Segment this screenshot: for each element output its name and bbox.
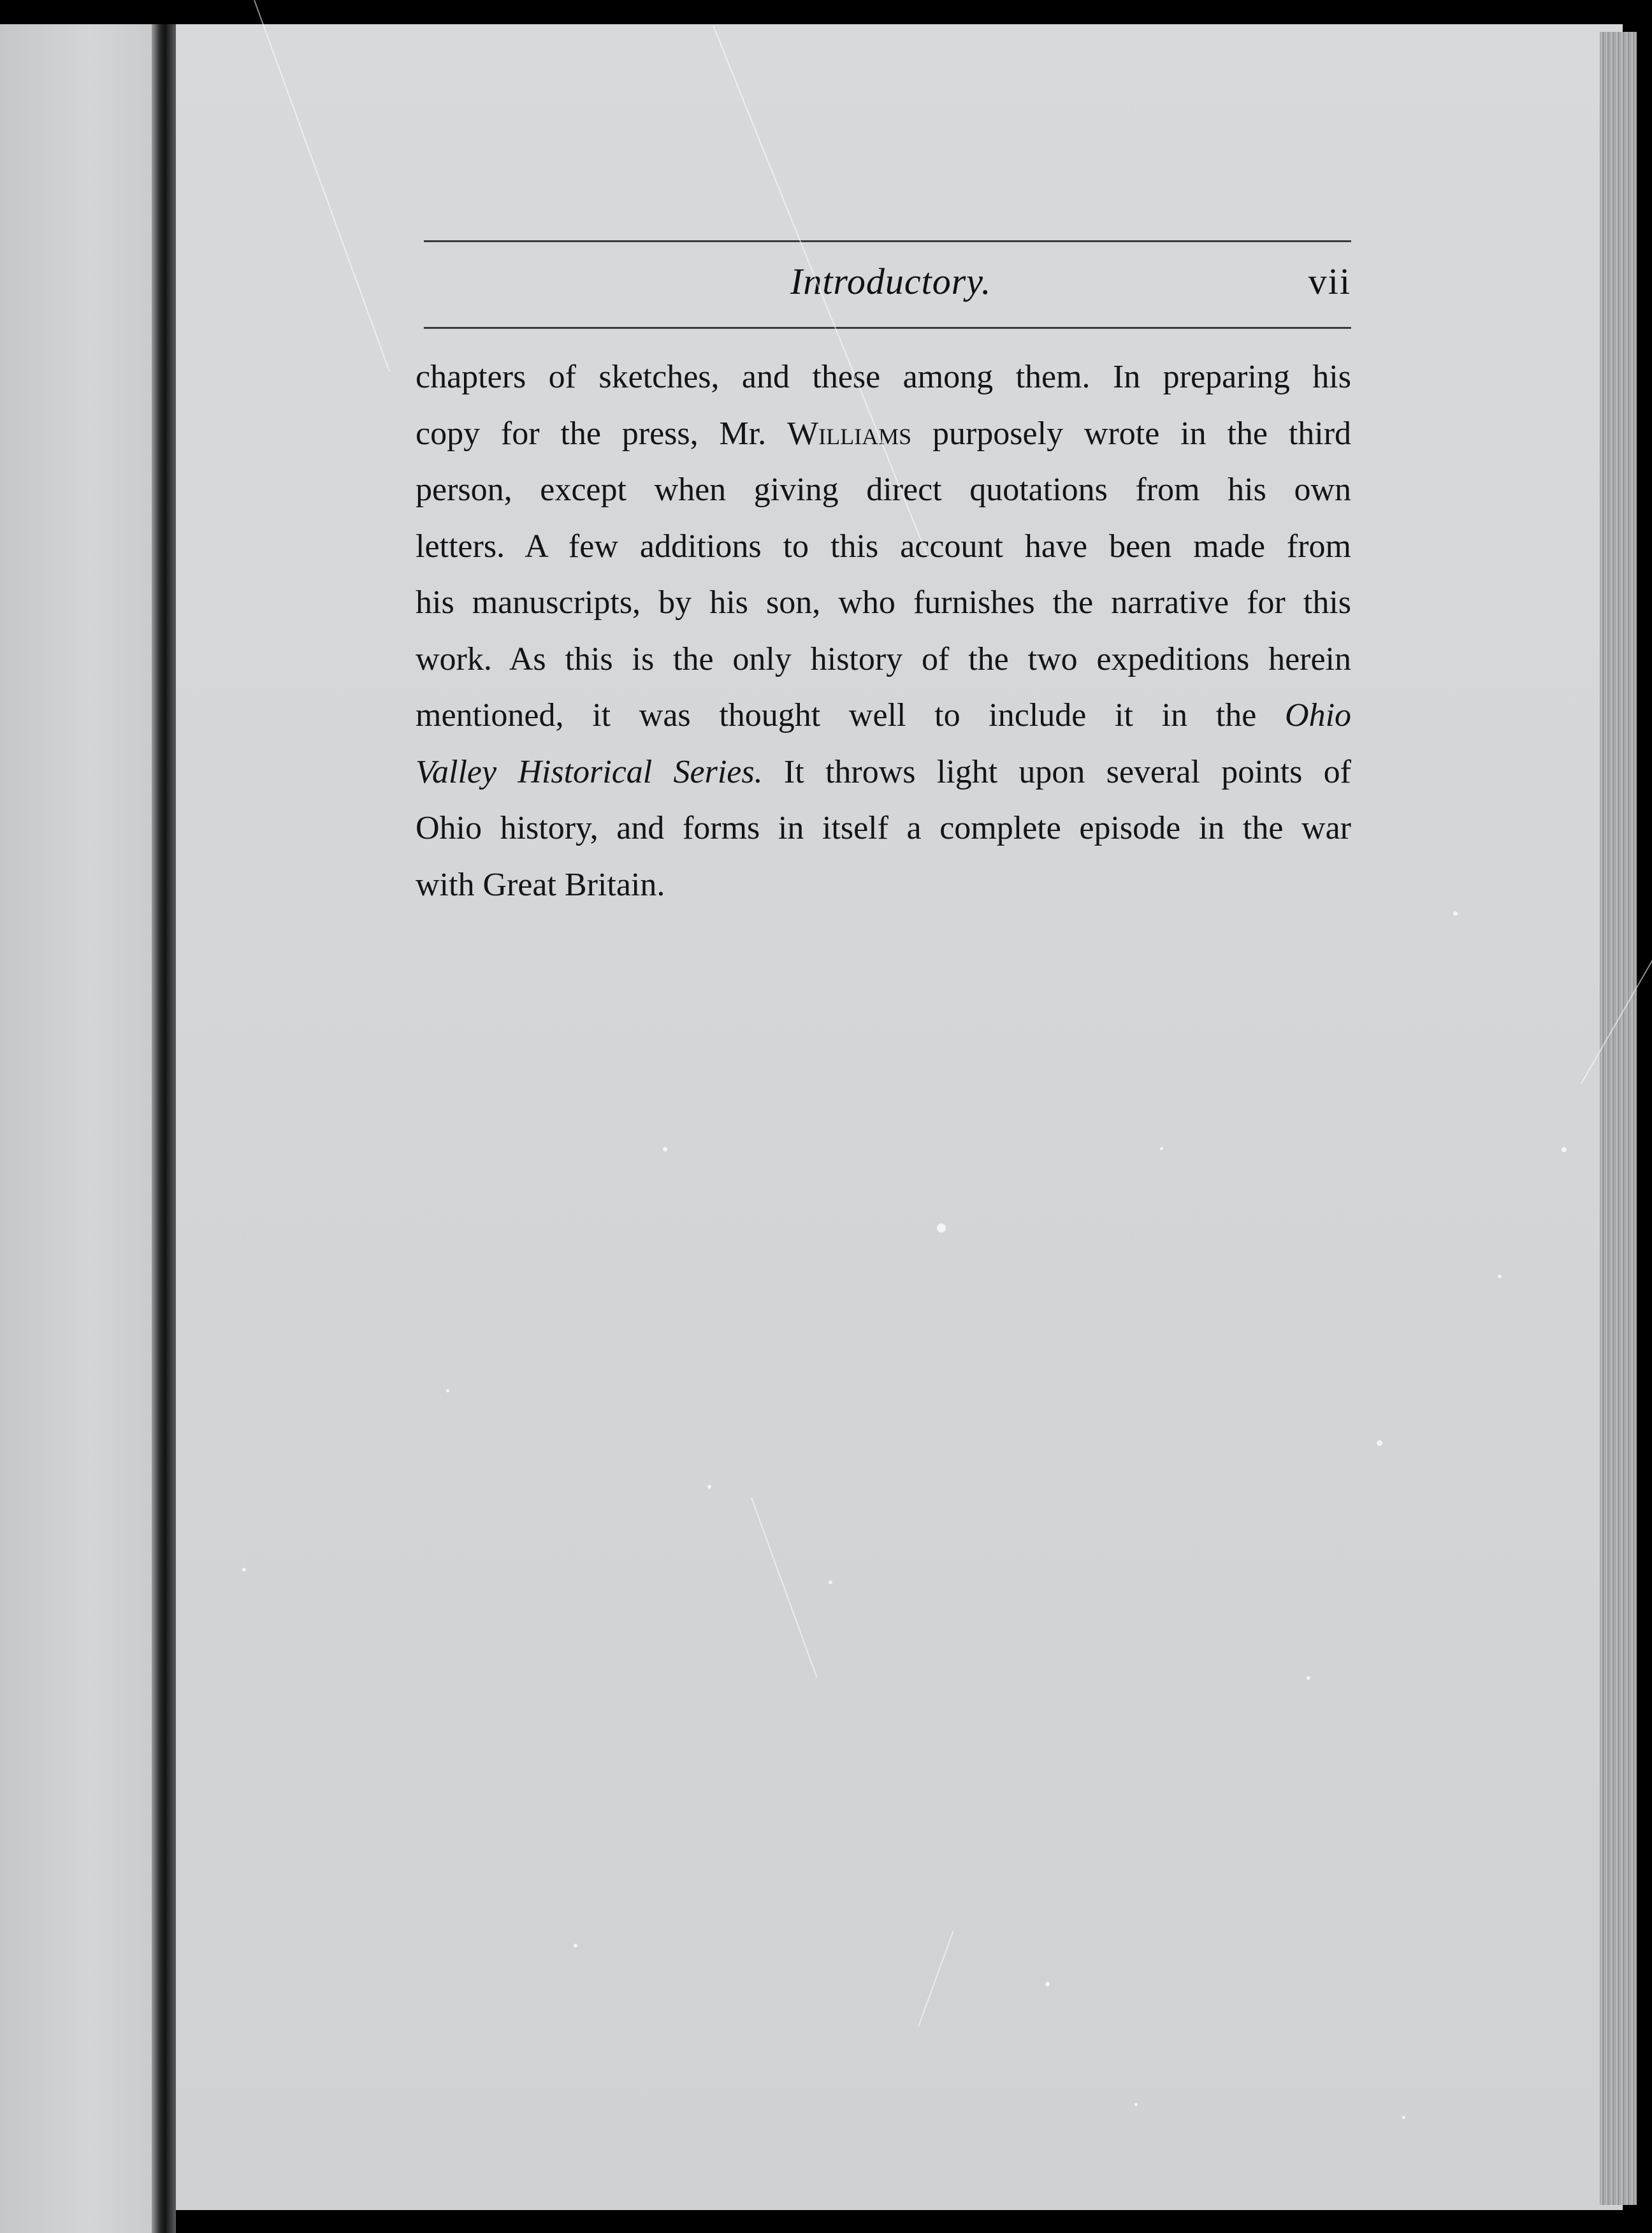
text-segment: mentioned, it was thought well to include it in the: [416, 697, 1257, 733]
text-line-4: letters. A few additions to this account have been made from: [416, 528, 1351, 565]
text-line-10: with Great Britain.: [416, 866, 665, 903]
text-line-8: [416, 744, 1351, 801]
dust-speck: [937, 1224, 946, 1232]
dust-speck: [707, 1485, 711, 1489]
text-segment: It throws light upon several points of: [783, 753, 1351, 790]
body-paragraph: [416, 349, 1351, 913]
text-line-5: his manuscripts, by his son, who furnishes the narrative for this: [416, 584, 1351, 621]
author-name: Williams: [787, 415, 912, 452]
dust-speck: [242, 1568, 246, 1572]
text-line-2: [416, 406, 1351, 463]
dust-speck: [1561, 1147, 1567, 1152]
dust-speck: [1160, 1147, 1163, 1150]
text-line-6: work. As this is the only history of the two expeditions herein: [416, 640, 1351, 677]
running-head-title: Introductory.: [790, 261, 992, 302]
dust-speck: [1045, 1982, 1050, 1986]
page-stack-edges: [1600, 32, 1637, 2205]
facing-page-edge: [0, 24, 152, 2233]
dust-speck: [1453, 911, 1458, 916]
text-line-1: chapters of sketches, and these among them. In preparing his: [416, 359, 1351, 395]
dust-speck: [1307, 1676, 1310, 1680]
text-line-9: Ohio history, and forms in itself a complete episode in the war: [416, 810, 1351, 846]
dust-speck: [574, 1944, 577, 1948]
text-line-7: [416, 688, 1351, 744]
dust-speck: [663, 1147, 667, 1152]
book-gutter: [152, 24, 176, 2233]
series-title-part: Valley Historical Series.: [416, 753, 763, 790]
dust-speck: [1377, 1440, 1382, 1446]
text-line-3: person, except when giving direct quotations from his own: [416, 472, 1351, 508]
dust-speck: [446, 1389, 449, 1392]
page-number: vii: [1308, 261, 1351, 302]
dust-speck: [1402, 2116, 1405, 2119]
dust-speck: [1134, 2103, 1138, 2106]
running-head: [424, 260, 1351, 317]
header-rule-bottom: [424, 327, 1351, 329]
text-segment: purposely wrote in the third: [932, 415, 1352, 452]
dust-speck: [1498, 1275, 1502, 1278]
text-segment: copy for the press, Mr.: [416, 415, 767, 452]
series-title-part: Ohio: [1285, 697, 1352, 733]
header-rule-top: [424, 240, 1351, 242]
dust-speck: [829, 1580, 832, 1584]
